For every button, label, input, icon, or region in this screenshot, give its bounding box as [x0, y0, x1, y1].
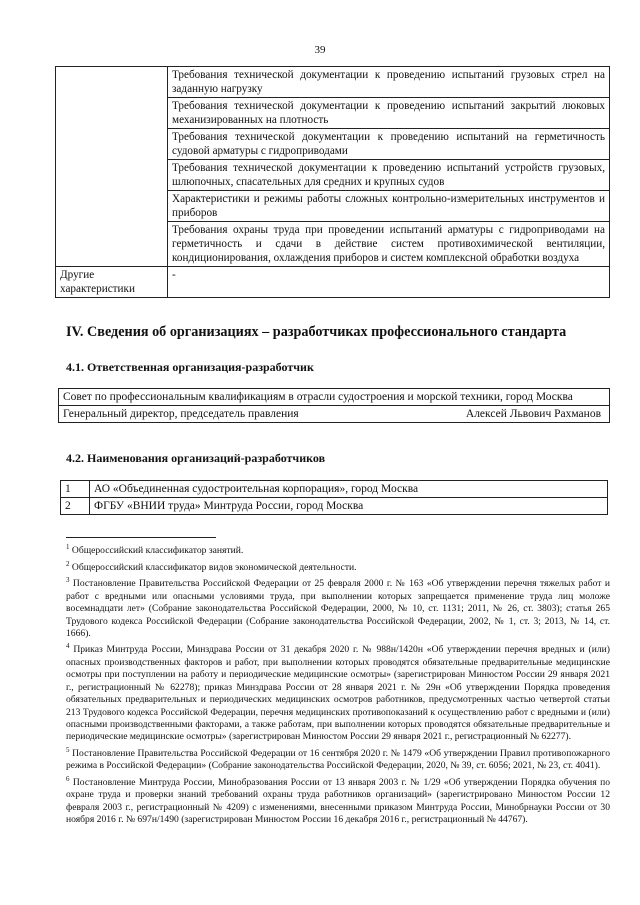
table-cell: - [168, 267, 610, 298]
footnote: $^3$ Постановление Правительства Российской Федерации от 25 февраля 2000 г. № 163 «Об утверждении перечня тяжелых работ и работ с вредными или опасными условиями труда, при выполнении которых запрещается применение труда лиц моложе восемнадцати лет» (Собрание законодательства Российской Федерации, 2000, № 10, ст. 1131; 2011, № 26, ст. 3803); статья 265 Трудового кодекса Российской Федерации (Собрание законодательства Российской Федерации, 2002, № 1, ст. 3; 2013, № 14, ст. 1666). [66, 576, 610, 639]
footnote: $^2$ Общероссийский классификатор видов экономической деятельности. [66, 559, 357, 573]
developer-name: ФГБУ «ВНИИ труда» Минтруда России, город Москва [90, 498, 608, 515]
footnote: $^6$ Постановление Минтруда России, Минобразования России от 13 января 2003 г. № 1/29 «Об утверждении Порядка обучения по охране труда и проверки знаний требований охраны труда работников организаций» (зарегистрировано Минюстом России 12 февраля 2003 г., регистрационный № 4209) с изменениями, внесенными приказом Минтруда России, Минобрнауки России от 30 ноября 2016 г. № 697н/1490 (зарегистрирован Минюстом России 16 декабря 2016 г., регистрационный № 44767). [66, 774, 611, 826]
org-position: Генеральный директор, председатель правления [63, 408, 299, 420]
responsible-org-box [58, 388, 610, 423]
conditions-table [55, 66, 610, 298]
subsection-heading: 4.1. Ответственная организация-разработчик [66, 360, 314, 374]
footnotes [66, 541, 610, 827]
footnote: $^4$ Приказ Минтруда России, Минздрава России от 31 декабря 2020 г. № 988н/1420н «Об утверждении перечня вредных и (или) опасных производственных факторов и работ, при выполнении которых проводятся обязательные предварительные медицинские осмотры при поступлении на работу и периодические медицинские осмотры» (зарегистрирован Минюстом России 29 января 2021 г., регистрационный № 62278); приказ Минздрава России от 28 января 2021 г. № 29н «Об утверждении Порядка проведения обязательных предварительных и периодических медицинских осмотров работников, предусмотренных частью четвертой статьи 213 Трудового кодекса Российской Федерации, перечня медицинских противопоказаний к осуществлению работ с вредными и (или) опасными производственными факторами, а также работам, при выполнении которых проводятся обязательные предварительные и периодические медицинские осмотры» (зарегистрирован Минюстом России 29 января 2021 г., регистрационный № 62277). [66, 642, 610, 743]
table-cell: Требования технической документации к проведению испытаний закрытий люковых механизированных на плотность [168, 98, 610, 129]
table-cell: Требования охраны труда при проведении испытаний арматуры с гидроприводами на герметичность и сдачи в действие систем противохимической вентиляции, кондиционирования, охлаждения приборов и систем комплексной обработки воздуха [168, 222, 610, 267]
table-row [56, 267, 610, 298]
footnote: $^1$ Общероссийский классификатор занятий. [66, 543, 244, 557]
subsection-heading: 4.2. Наименования организаций-разработчиков [66, 451, 326, 465]
table-cell: Требования технической документации к проведению испытаний на герметичность судовой арматуры с гидроприводами [168, 129, 610, 160]
org-person: Алексей Львович Рахманов [465, 408, 601, 420]
table-row [61, 481, 608, 498]
table-cell-label [56, 67, 168, 267]
developers-table [60, 480, 608, 515]
footnote-divider [66, 537, 216, 538]
table-cell: Характеристики и режимы работы сложных контрольно-измерительных инструментов и приборов [168, 191, 610, 222]
developer-name: АО «Объединенная судостроительная корпорация», город Москва [90, 481, 608, 498]
table-cell-label: Другие характеристики [56, 267, 168, 298]
page-number: 39 [314, 44, 326, 56]
org-head-row [59, 406, 609, 422]
table-cell: Требования технической документации к проведению испытаний устройств грузовых, шлюпочных, спасательных для средних и крупных судов [168, 160, 610, 191]
footnote: $^5$ Постановление Правительства Российской Федерации от 16 сентября 2020 г. № 1479 «Об утверждении Правил противопожарного режима в Российской Федерации» (Собрание законодательства Российской Федерации, 2020, № 39, ст. 6056; 2021, № 23, ст. 4041). [66, 745, 610, 772]
row-number: 1 [61, 481, 90, 498]
row-number: 2 [61, 498, 90, 515]
table-row [56, 67, 610, 98]
table-cell: Требования технической документации к проведению испытаний грузовых стрел на заданную нагрузку [168, 67, 610, 98]
org-name: Совет по профессиональным квалификациям в отрасли судостроения и морской техники, город Москва [59, 389, 609, 406]
section-heading: IV. Сведения об организациях – разработчиках профессионального стандарта [66, 324, 567, 340]
table-row [61, 498, 608, 515]
